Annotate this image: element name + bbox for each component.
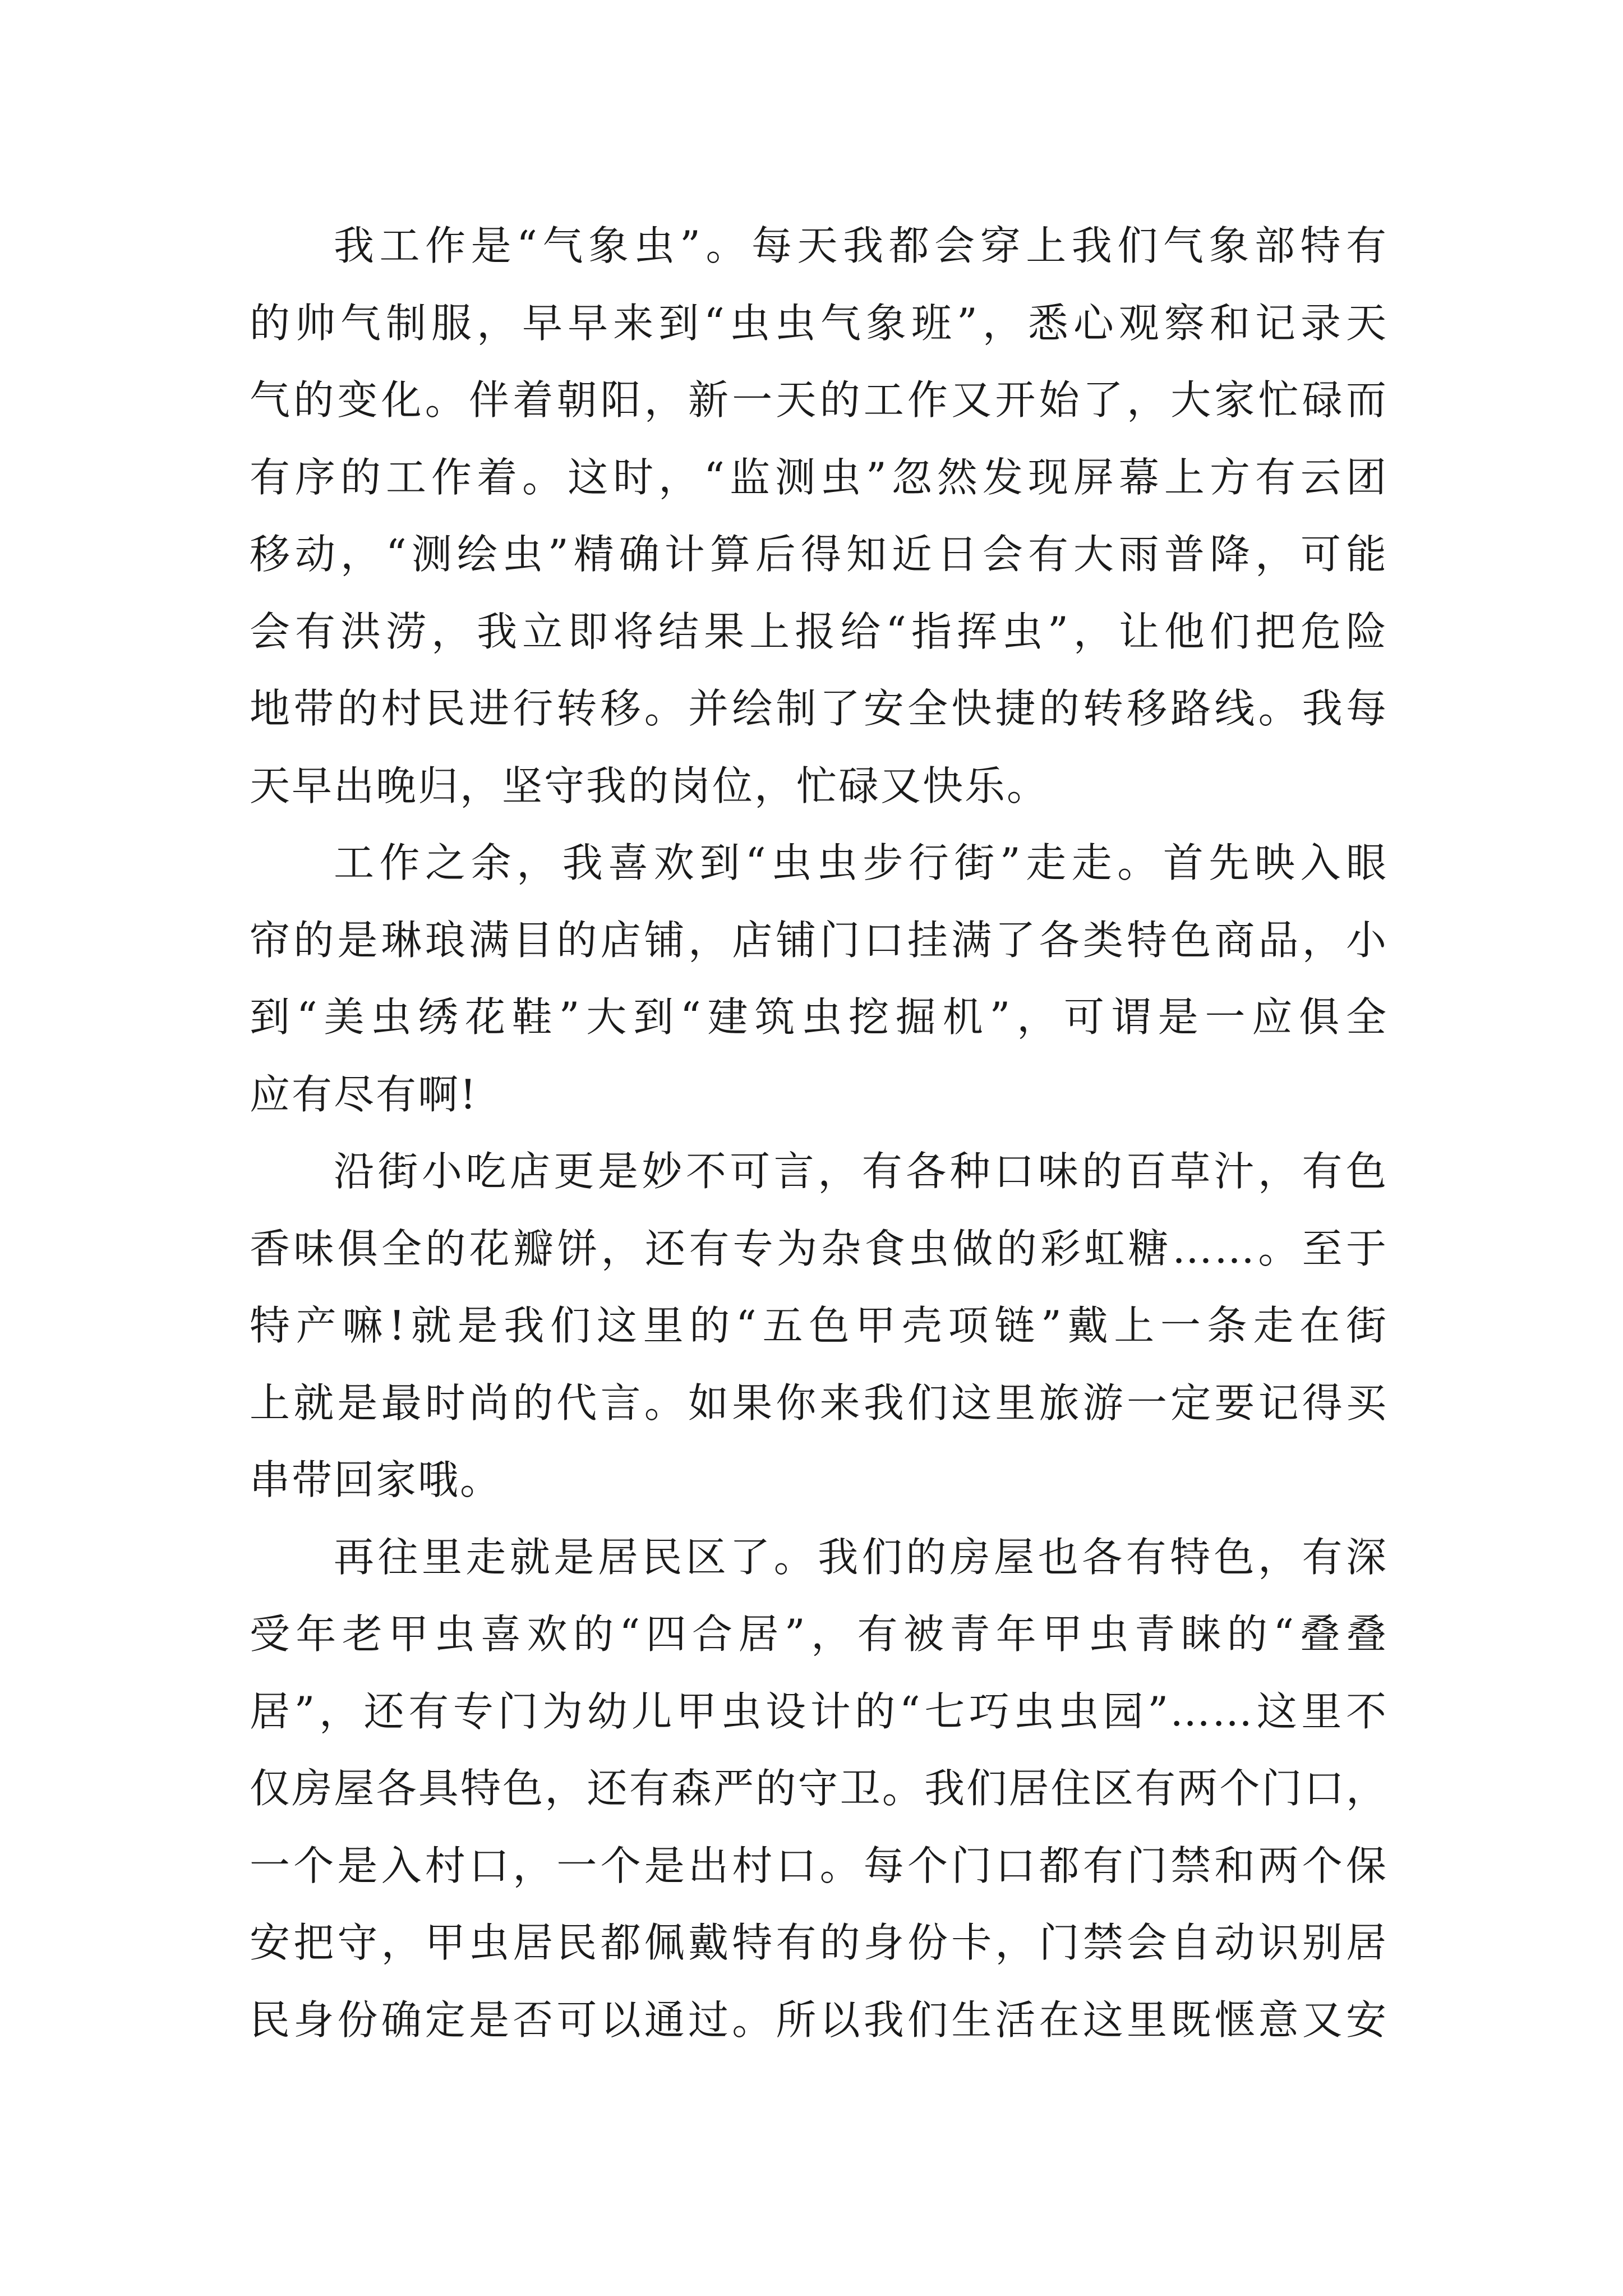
paragraph-snack-shops: [250, 1133, 1388, 1519]
text-line: 气的变化。伴着朝阳，新一天的工作又开始了，大家忙碌而: [250, 376, 1388, 424]
text-line: 地带的村民进行转移。并绘制了安全快捷的转移路线。我每: [250, 685, 1388, 732]
text-line: 特产嘛!就是我们这里的“五色甲壳项链”戴上一条走在街: [250, 1302, 1388, 1349]
text-line: 到“美虫绣花鞋”大到“建筑虫挖掘机”，可谓是一应俱全: [250, 993, 1388, 1041]
body-text: [250, 208, 1388, 2059]
text-line: 有序的工作着。这时，“监测虫”忽然发现屏幕上方有云团: [250, 453, 1388, 501]
text-line: 串带回家哦。: [250, 1456, 502, 1503]
text-line: 仅房屋各具特色，还有森严的守卫。我们居住区有两个门口，: [250, 1765, 1388, 1812]
text-line: 我工作是“气象虫”。每天我都会穿上我们气象部特有: [334, 222, 1388, 269]
text-line: 天早出晚归，坚守我的岗位，忙碌又快乐。: [250, 762, 1049, 809]
text-line: 再往里走就是居民区了。我们的房屋也各有特色，有深: [334, 1533, 1388, 1581]
paragraph-weather-worker: [250, 208, 1388, 825]
text-line: 的帅气制服，早早来到“虫虫气象班”，悉心观察和记录天: [250, 299, 1388, 347]
text-line: 工作之余，我喜欢到“虫虫步行街”走走。首先映入眼: [334, 839, 1388, 886]
paragraph-pedestrian-street: [250, 825, 1388, 1133]
text-line: 应有尽有啊!: [250, 1070, 478, 1118]
text-line: 香味俱全的花瓣饼，还有专为杂食虫做的彩虹糖……。至于: [250, 1225, 1388, 1272]
paragraph-residential-area: [250, 1519, 1388, 2059]
text-line: 一个是入村口，一个是出村口。每个门口都有门禁和两个保: [250, 1842, 1388, 1889]
text-line: 民身份确定是否可以通过。所以我们生活在这里既惬意又安: [250, 1996, 1388, 2044]
text-line: 居”，还有专门为幼儿甲虫设计的“七巧虫虫园”……这里不: [250, 1687, 1388, 1735]
text-line: 帘的是琳琅满目的店铺，店铺门口挂满了各类特色商品，小: [250, 916, 1388, 964]
text-line: 沿街小吃店更是妙不可言，有各种口味的百草汁，有色: [334, 1148, 1388, 1195]
text-line: 移动，“测绘虫”精确计算后得知近日会有大雨普降，可能: [250, 531, 1388, 578]
text-line: 安把守，甲虫居民都佩戴特有的身份卡，门禁会自动识别居: [250, 1919, 1388, 1966]
text-line: 上就是最时尚的代言。如果你来我们这里旅游一定要记得买: [250, 1379, 1388, 1427]
text-line: 会有洪涝，我立即将结果上报给“指挥虫”，让他们把危险: [250, 608, 1388, 655]
text-line: 受年老甲虫喜欢的“四合居”，有被青年甲虫青睐的“叠叠: [250, 1611, 1388, 1658]
